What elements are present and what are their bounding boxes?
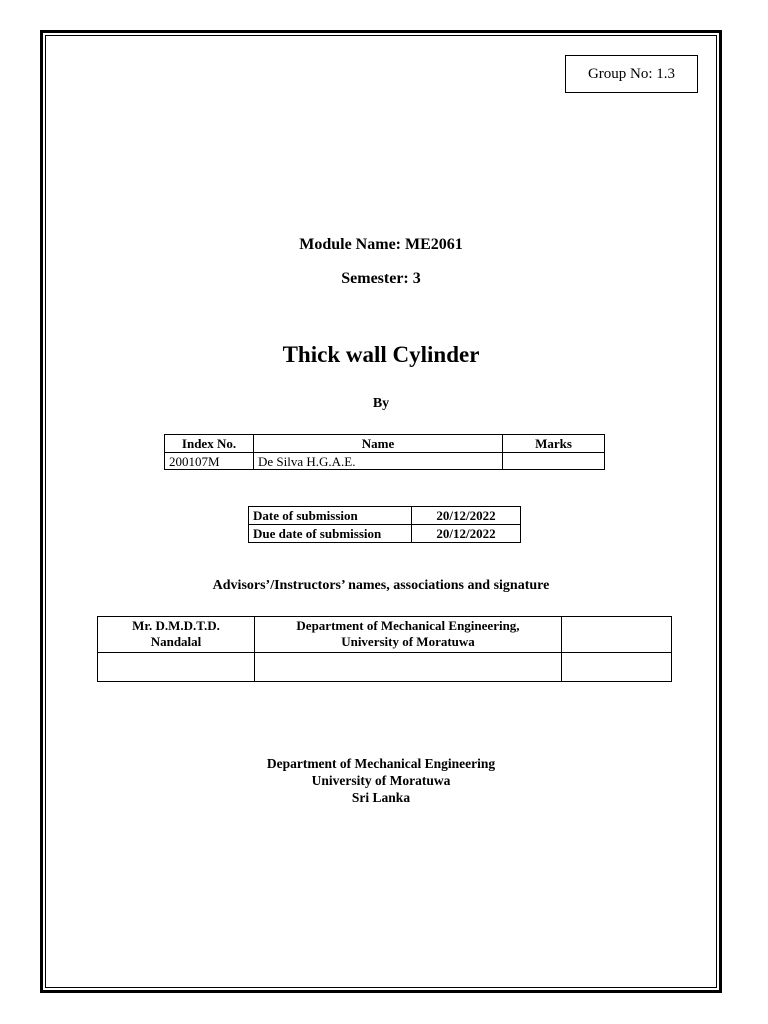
students-header-row [165, 435, 605, 453]
footer-department: Department of Mechanical Engineering [266, 756, 496, 771]
semester: Semester: 3 [341, 270, 421, 287]
advisor-signature [562, 653, 672, 682]
header-marks: Marks [503, 435, 605, 453]
advisor-assoc-line2: University of Moratuwa [341, 634, 475, 649]
advisor-association [255, 653, 562, 682]
by-label: By [372, 396, 390, 411]
table-row [249, 525, 521, 543]
advisor-name-line1: Mr. D.M.D.T.D. [132, 618, 220, 633]
advisor-signature [562, 617, 672, 653]
advisor-association [255, 617, 562, 653]
student-index: 200107M [165, 453, 254, 470]
table-row [249, 507, 521, 525]
student-name: De Silva H.G.A.E. [254, 453, 503, 470]
advisors-heading: Advisors’/Instructors’ names, associations and signature [212, 578, 550, 593]
table-row [98, 617, 672, 653]
footer-university: University of Moratuwa [311, 773, 451, 788]
table-row [165, 453, 605, 470]
header-index: Index No. [165, 435, 254, 453]
student-marks [503, 453, 605, 470]
submission-dates-table [248, 506, 521, 543]
due-date-value: 20/12/2022 [412, 525, 521, 543]
footer-country: Sri Lanka [351, 790, 411, 805]
advisor-name-line2: Nandalal [150, 634, 202, 649]
header-name: Name [254, 435, 503, 453]
footer-address [45, 755, 717, 806]
date-value: 20/12/2022 [412, 507, 521, 525]
due-date-label: Due date of submission [249, 525, 412, 543]
advisor-assoc-line1: Department of Mechanical Engineering, [296, 618, 520, 633]
advisor-name [98, 653, 255, 682]
report-title: Thick wall Cylinder [282, 342, 480, 367]
date-label: Date of submission [249, 507, 412, 525]
advisors-table [97, 616, 672, 682]
students-table [164, 434, 605, 470]
group-number-box: Group No: 1.3 [565, 55, 698, 93]
table-row [98, 653, 672, 682]
module-name: Module Name: ME2061 [299, 236, 463, 253]
advisor-name [98, 617, 255, 653]
